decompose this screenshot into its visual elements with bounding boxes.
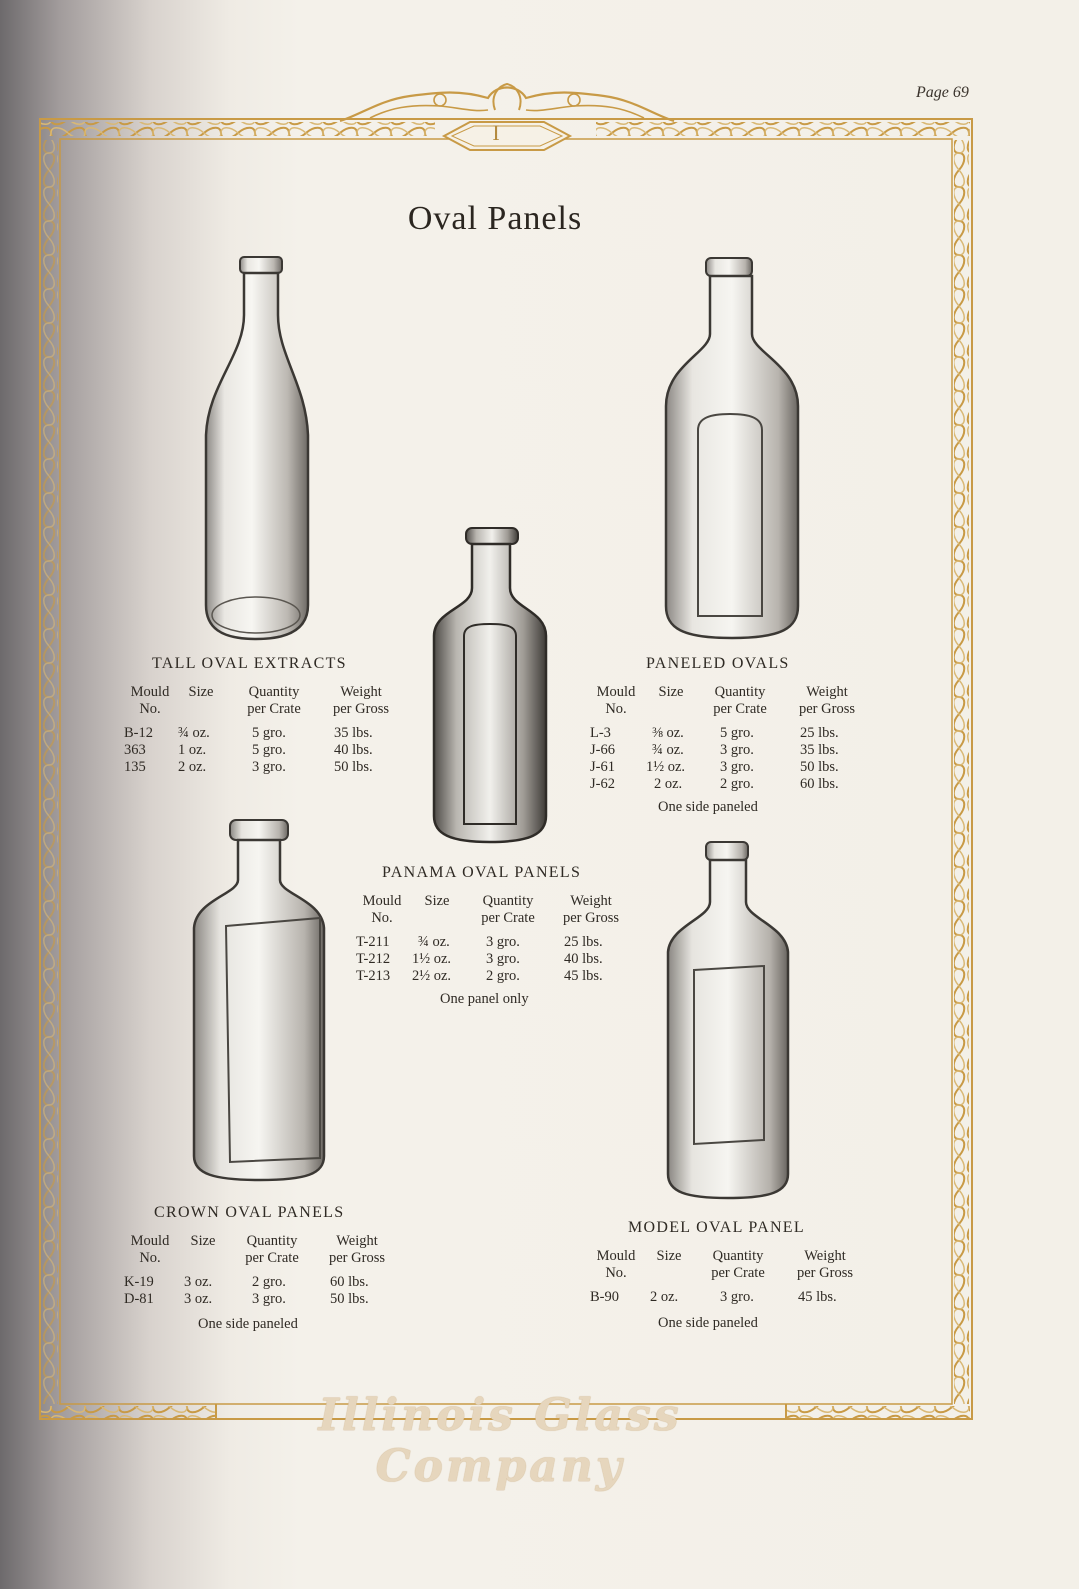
section-note: One side paneled [198, 1316, 298, 1332]
table-cell: 2 gro. [252, 1274, 286, 1290]
weight-column [322, 684, 400, 776]
section-heading: CROWN OVAL PANELS [154, 1204, 345, 1221]
table-cell: 2 oz. [178, 759, 207, 775]
table-cell: T-212 [356, 951, 391, 967]
table-cell: D-81 [124, 1291, 154, 1307]
table-cell: 1½ oz. [412, 951, 452, 967]
column-header: Mould [596, 684, 636, 700]
table-cell: 3 gro. [486, 934, 520, 950]
table-cell: 25 lbs. [564, 934, 603, 950]
table-cell: ¾ oz. [178, 725, 210, 741]
paneled-oval-bottle-image [662, 256, 802, 642]
column-header: Size [658, 684, 684, 700]
table-cell: ⅜ oz. [652, 725, 684, 741]
column-header: Quantity [248, 684, 300, 700]
section-panama-oval-panels [356, 864, 656, 1014]
column-header: per Crate [247, 701, 301, 717]
table-cell: B-12 [124, 725, 153, 741]
column-header: Mould [596, 1248, 636, 1264]
column-header: Size [656, 1248, 682, 1264]
section-heading: PANELED OVALS [646, 655, 790, 672]
table-cell: 3 oz. [184, 1274, 213, 1290]
table-cell: ¾ oz. [418, 934, 450, 950]
size-column [646, 684, 696, 793]
section-heading: PANAMA OVAL PANELS [382, 864, 582, 881]
company-name-footer: Illinois Glass Company [318, 1390, 682, 1492]
table-cell: 60 lbs. [800, 776, 839, 792]
table-cell: 2 gro. [720, 776, 754, 792]
page-title: Oval Panels [407, 200, 583, 237]
mould-column [124, 1233, 176, 1308]
column-header: No. [139, 701, 161, 717]
section-heading: MODEL OVAL PANEL [628, 1219, 805, 1236]
table-cell: 1 oz. [178, 742, 207, 758]
section-paneled-ovals [590, 655, 890, 825]
table-cell: J-66 [590, 742, 615, 758]
emblem-letter: I [492, 120, 500, 145]
tall-oval-extract-bottle-image [196, 255, 316, 645]
column-header: Weight [804, 1248, 846, 1264]
column-header: Quantity [246, 1233, 298, 1249]
section-tall-oval-extracts [124, 655, 424, 785]
column-header: No. [605, 701, 627, 717]
column-header: per Crate [481, 910, 535, 926]
table-cell: J-61 [590, 759, 615, 775]
panama-oval-panel-bottle-image [424, 526, 554, 846]
table-cell: 50 lbs. [334, 759, 373, 775]
table-cell: ¾ oz. [652, 742, 684, 758]
section-model-oval-panel [590, 1219, 890, 1339]
table-cell: 5 gro. [252, 742, 286, 758]
table-cell: 3 gro. [252, 759, 286, 775]
table-cell: 40 lbs. [334, 742, 373, 758]
table-cell: L-3 [590, 725, 611, 741]
quantity-column [698, 1248, 778, 1306]
table-cell: 40 lbs. [564, 951, 603, 967]
column-header: per Gross [333, 701, 389, 717]
section-crown-oval-panels [124, 1204, 424, 1340]
table-cell: 2 oz. [654, 776, 683, 792]
size-column [646, 1248, 692, 1306]
crown-oval-panel-bottle-image [190, 818, 330, 1184]
column-header: Size [188, 684, 214, 700]
column-header: Weight [806, 684, 848, 700]
size-column [412, 893, 462, 985]
weight-column [318, 1233, 396, 1308]
table-cell: 3 gro. [252, 1291, 286, 1307]
column-header: Quantity [714, 684, 766, 700]
table-cell: 35 lbs. [800, 742, 839, 758]
column-header: per Gross [799, 701, 855, 717]
table-cell: 45 lbs. [564, 968, 603, 984]
column-header: per Crate [711, 1265, 765, 1281]
weight-column [788, 684, 866, 793]
column-header: No. [139, 1250, 161, 1266]
table-cell: 3 oz. [184, 1291, 213, 1307]
column-header [412, 910, 462, 927]
table-cell: 3 gro. [720, 1289, 754, 1305]
quantity-column [232, 1233, 312, 1308]
column-header: Mould [130, 1233, 170, 1249]
column-header: per Gross [797, 1265, 853, 1281]
column-header [646, 1265, 692, 1282]
table-cell: 35 lbs. [334, 725, 373, 741]
table-cell: 3 gro. [486, 951, 520, 967]
mould-column [590, 684, 642, 793]
column-header [178, 701, 224, 718]
column-header: No. [605, 1265, 627, 1281]
table-cell: 60 lbs. [330, 1274, 369, 1290]
quantity-column [700, 684, 780, 793]
model-oval-panel-bottle-image [664, 840, 794, 1202]
column-header: per Gross [563, 910, 619, 926]
column-header: Weight [570, 893, 612, 909]
column-header [646, 701, 696, 718]
table-cell: J-62 [590, 776, 615, 792]
column-header: Size [190, 1233, 216, 1249]
column-header: Mould [362, 893, 402, 909]
page-number: Page 69 [916, 84, 969, 101]
column-header: Quantity [712, 1248, 764, 1264]
column-header: Weight [340, 684, 382, 700]
mould-column [124, 684, 176, 776]
quantity-column [234, 684, 314, 776]
column-header: per Gross [329, 1250, 385, 1266]
table-cell: 5 gro. [252, 725, 286, 741]
column-header: per Crate [713, 701, 767, 717]
table-cell: 363 [124, 742, 146, 758]
table-cell: 2 gro. [486, 968, 520, 984]
column-header: No. [371, 910, 393, 926]
column-header: per Crate [245, 1250, 299, 1266]
size-column [180, 1233, 226, 1308]
weight-column [786, 1248, 864, 1306]
mould-column [356, 893, 408, 985]
table-cell: 3 gro. [720, 759, 754, 775]
mould-column [590, 1248, 642, 1306]
weight-column [552, 893, 630, 985]
table-cell: 5 gro. [720, 725, 754, 741]
table-cell: 2½ oz. [412, 968, 452, 984]
table-cell: 135 [124, 759, 146, 775]
table-cell: 50 lbs. [800, 759, 839, 775]
section-note: One panel only [440, 991, 529, 1007]
section-note: One side paneled [658, 799, 758, 815]
section-note: One side paneled [658, 1315, 758, 1331]
table-cell: 25 lbs. [800, 725, 839, 741]
table-cell: T-213 [356, 968, 391, 984]
table-cell: 45 lbs. [798, 1289, 837, 1305]
table-cell: 2 oz. [650, 1289, 679, 1305]
quantity-column [468, 893, 548, 985]
section-heading: TALL OVAL EXTRACTS [152, 655, 347, 672]
table-cell: 3 gro. [720, 742, 754, 758]
column-header: Weight [336, 1233, 378, 1249]
table-cell: K-19 [124, 1274, 154, 1290]
column-header: Mould [130, 684, 170, 700]
table-cell: B-90 [590, 1289, 619, 1305]
column-header: Quantity [482, 893, 534, 909]
table-cell: 50 lbs. [330, 1291, 369, 1307]
table-cell: 1½ oz. [646, 759, 686, 775]
size-column [178, 684, 224, 776]
table-cell: T-211 [356, 934, 390, 950]
column-header: Size [424, 893, 450, 909]
column-header [180, 1250, 226, 1267]
